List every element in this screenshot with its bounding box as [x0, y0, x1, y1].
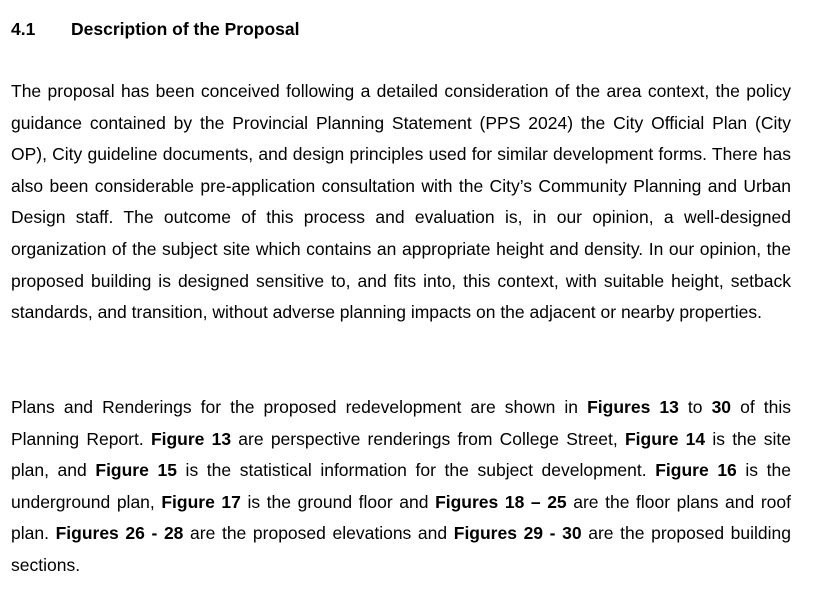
figure-reference: Figure 13 [150, 428, 232, 449]
section-heading [11, 19, 300, 39]
paragraph-proposal-description: The proposal has been conceived following a detailed consideration of the area context, the policy guidance contained by the Provincial Planning Statement (PPS 2024) the City Official Plan (City OP), City guideline documents, and design principles used for similar development forms. There has also been considerable pre-application consultation with the City’s Community Planning and Urban Design staff. The outcome of this process and evaluation is, in our opinion, a well-designed organization of the subject site which contains an appropriate height and density. In our opinion, the proposed building is designed sensitive to, and fits into, this context, with suitable height, setback standards, and transition, without adverse planning impacts on the adjacent or nearby properties. [11, 81, 791, 323]
text-run: are the proposed elevations and [183, 523, 454, 544]
figure-reference: Figures 18 – 25 [435, 491, 567, 512]
figure-reference: Figures 13 [587, 397, 679, 417]
figure-reference: Figures 26 - 28 [55, 523, 184, 544]
text-run: to [678, 397, 712, 417]
figure-reference: 30 [711, 397, 732, 417]
text-run: is the site plan, and [11, 428, 791, 481]
text-run: is the ground floor and [240, 491, 436, 512]
figure-reference: Figure 17 [161, 491, 241, 512]
text-run: are the floor plans and roof plan. [11, 491, 791, 544]
figure-reference: Figure 15 [95, 460, 177, 481]
section-title: Description of the Proposal [71, 19, 300, 39]
section-number: 4.1 [11, 19, 36, 39]
figure-reference: Figure 14 [624, 428, 706, 449]
text-run: is the underground plan, [11, 460, 791, 512]
text-run: of this Planning Report. [11, 397, 791, 449]
text-run: is the statistical information for the subject development. [176, 460, 656, 481]
paragraph-plans-and-renderings [11, 392, 791, 582]
text-run: are the proposed building sections. [11, 523, 792, 575]
figure-reference: Figure 16 [655, 460, 737, 481]
text-run: Plans and Renderings for the proposed redevelopment are shown in [11, 397, 588, 417]
text-run: are perspective renderings from College Street, [231, 428, 625, 449]
figure-reference: Figures 29 - 30 [453, 523, 582, 544]
